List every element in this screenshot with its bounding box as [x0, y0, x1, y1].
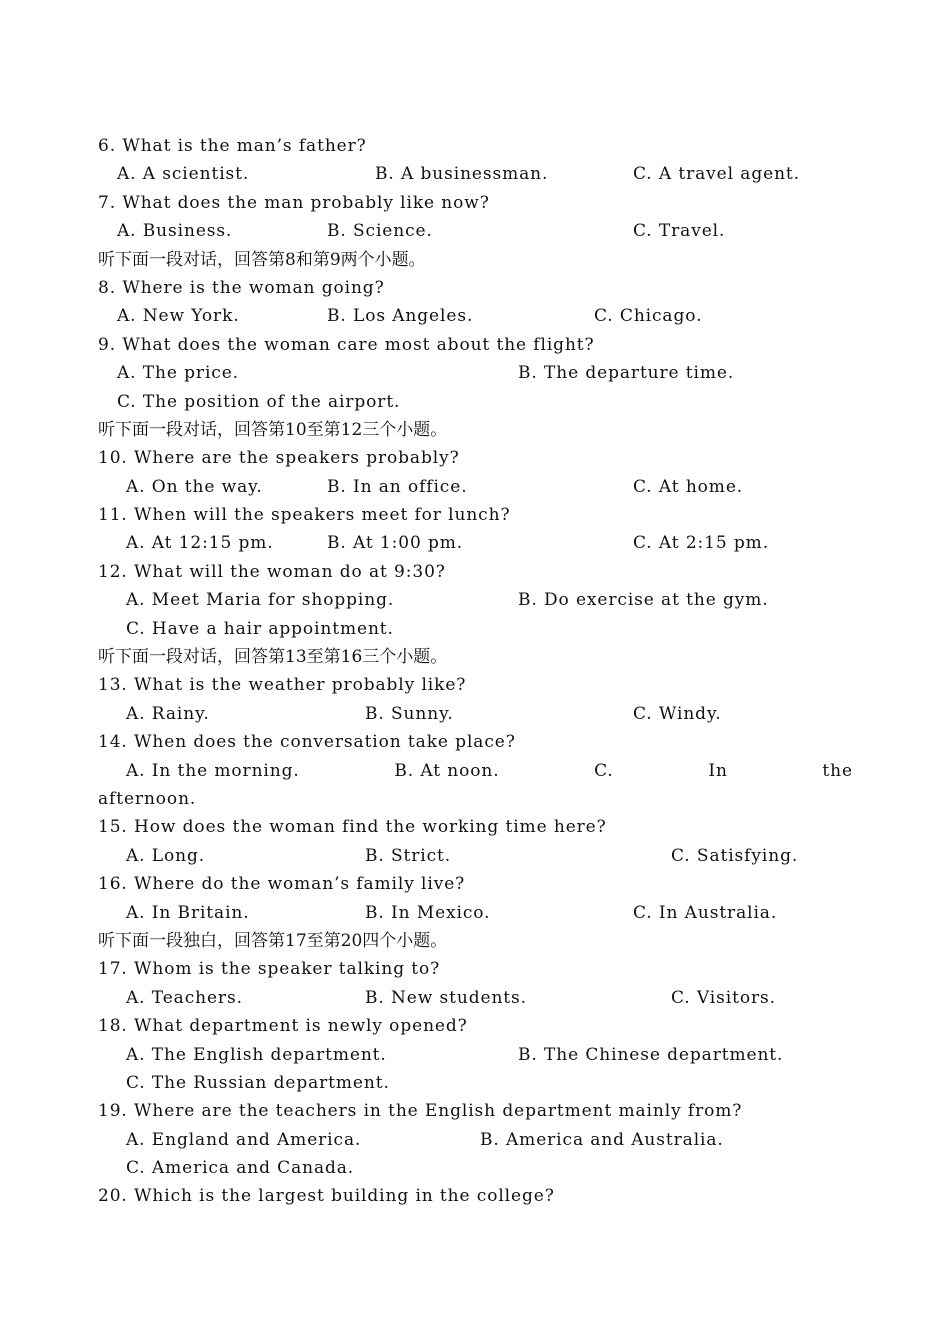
answer-option: C. Windy. [633, 703, 722, 724]
answer-option: B. Science. [327, 221, 433, 242]
answer-option: C. [594, 760, 614, 781]
answer-option: B. In an office. [327, 476, 468, 497]
answer-option: A. England and America. [126, 1129, 362, 1150]
answer-option: C. America and Canada. [126, 1158, 355, 1179]
answer-option: A. On the way. [126, 476, 263, 497]
section-instruction: 听下面一段对话，回答第8和第9两个小题。 [98, 249, 426, 270]
options-row [98, 1069, 858, 1097]
question-text: 8. Where is the woman going? [98, 277, 385, 298]
answer-option: the [822, 760, 853, 781]
options-row [98, 359, 858, 387]
answer-option: A. The price. [117, 363, 239, 384]
answer-option: B. Do exercise at the gym. [518, 590, 769, 611]
options-row [98, 984, 858, 1012]
answer-option: A. Business. [117, 221, 233, 242]
answer-option: B. America and Australia. [480, 1129, 724, 1150]
answer-option: B. Los Angeles. [327, 306, 474, 327]
options-row [98, 388, 858, 416]
answer-option: A. New York. [117, 306, 240, 327]
answer-option: B. New students. [365, 987, 527, 1008]
exam-page [98, 132, 858, 1211]
answer-option: C. Satisfying. [671, 845, 799, 866]
question-text: 17. Whom is the speaker talking to? [98, 959, 441, 980]
answer-option: B. At noon. [394, 760, 500, 781]
answer-option: B. In Mexico. [365, 902, 491, 923]
options-row [98, 217, 858, 245]
answer-option: A. Long. [126, 845, 206, 866]
answer-option: A. In the morning. [126, 760, 300, 781]
options-row [98, 700, 858, 728]
question-text: 9. What does the woman care most about the flight? [98, 334, 595, 355]
answer-option: B. Sunny. [365, 703, 454, 724]
options-row [98, 586, 858, 614]
options-row [98, 615, 858, 643]
question-text: 20. Which is the largest building in the college? [98, 1186, 555, 1207]
answer-option: In [708, 760, 728, 781]
options-row [98, 757, 853, 785]
answer-option: C. A travel agent. [633, 164, 800, 185]
answer-option: B. The Chinese department. [518, 1044, 784, 1065]
question-text: 14. When does the conversation take place? [98, 732, 516, 753]
answer-option: A. At 12:15 pm. [126, 533, 274, 554]
question-text: 12. What will the woman do at 9:30? [98, 561, 446, 582]
answer-option: C. Have a hair appointment. [126, 618, 394, 639]
answer-option: B. A businessman. [375, 164, 549, 185]
question-text: 16. Where do the woman’s family live? [98, 874, 466, 895]
options-row [98, 1126, 858, 1154]
answer-option: C. Travel. [633, 221, 726, 242]
section-instruction: 听下面一段对话，回答第10至第12三个小题。 [98, 419, 448, 440]
answer-option: C. The Russian department. [126, 1072, 390, 1093]
question-text: 18. What department is newly opened? [98, 1016, 468, 1037]
options-row [98, 160, 858, 188]
answer-option: B. At 1:00 pm. [327, 533, 464, 554]
answer-option: A. The English department. [126, 1044, 387, 1065]
answer-option: C. In Australia. [633, 902, 778, 923]
options-row [98, 302, 858, 330]
question-text: 11. When will the speakers meet for lunch? [98, 505, 511, 526]
answer-option: A. A scientist. [117, 164, 250, 185]
answer-option: C. The position of the airport. [117, 391, 401, 412]
question-text: 7. What does the man probably like now? [98, 192, 490, 213]
question-text: 6. What is the man’s father? [98, 136, 367, 156]
options-row [98, 1041, 858, 1069]
options-row [98, 473, 858, 501]
options-row [98, 529, 858, 557]
answer-option: A. Meet Maria for shopping. [126, 590, 395, 611]
answer-option: C. At home. [633, 476, 744, 497]
options-row [98, 1154, 858, 1182]
question-text: 15. How does the woman find the working time here? [98, 817, 607, 838]
question-text: afternoon. [98, 788, 197, 809]
answer-option: C. Visitors. [671, 987, 776, 1008]
answer-option: A. In Britain. [126, 902, 250, 923]
answer-option: C. At 2:15 pm. [633, 533, 770, 554]
options-row [98, 899, 858, 927]
question-text: 13. What is the weather probably like? [98, 675, 467, 696]
question-text: 10. Where are the speakers probably? [98, 448, 460, 469]
question-text: 19. Where are the teachers in the English department mainly from? [98, 1101, 743, 1122]
section-instruction: 听下面一段独白，回答第17至第20四个小题。 [98, 930, 448, 951]
answer-option: C. Chicago. [594, 306, 703, 327]
section-instruction: 听下面一段对话，回答第13至第16三个小题。 [98, 647, 448, 668]
options-row [98, 842, 858, 870]
answer-option: B. The departure time. [518, 363, 735, 384]
answer-option: B. Strict. [365, 845, 452, 866]
answer-option: A. Teachers. [126, 987, 243, 1008]
answer-option: A. Rainy. [126, 703, 210, 724]
